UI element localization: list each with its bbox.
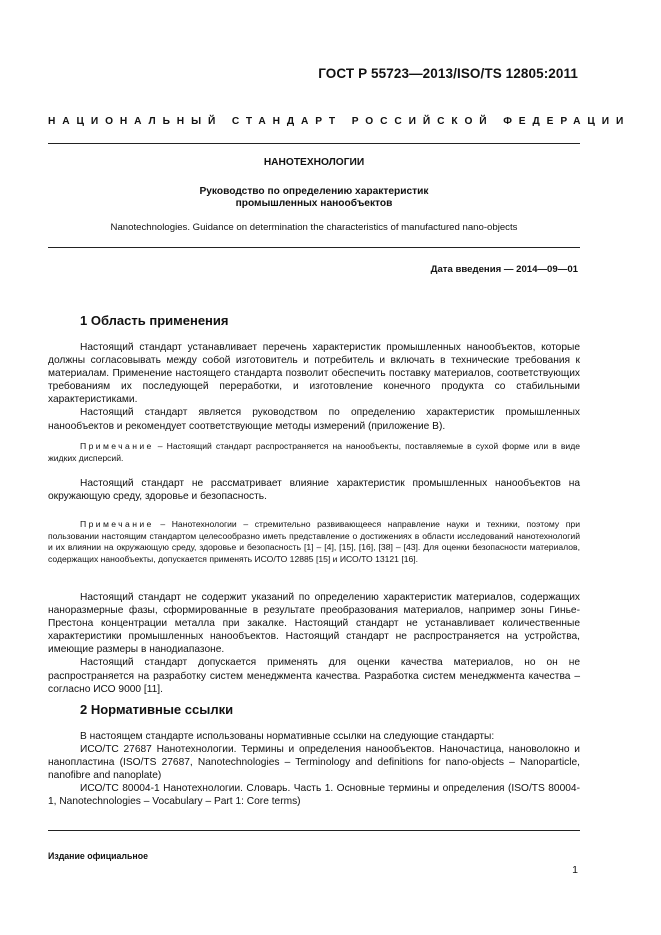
- note-label: Примечание: [80, 519, 154, 529]
- introduction-date: Дата введения — 2014—09—01: [430, 264, 578, 275]
- paragraph: Настоящий стандарт не содержит указаний по определению характеристик материалов, содержащих наноразмерные фазы, сформированные в результате преобразования материалов, например зоны Гинье-Престона концентрации металла при закалке. Настоящий стандарт не устанавливает количественные характеристики промышленных нанообъектов. Настоящий стандарт не распространяется на устройства, имеющие размеры в нанодиапазоне.: [48, 592, 580, 656]
- divider-middle: [48, 247, 580, 248]
- note-text: – Настоящий стандарт распространяется на нанообъекты, поставляемые в сухой форме или в виде жидких дисперсий.: [48, 441, 580, 463]
- section1-heading: 1 Область применения: [80, 313, 229, 328]
- section1-body-b: [48, 477, 580, 503]
- standard-designation: ГОСТ Р 55723—2013/ISO/TS 12805:2011: [318, 66, 578, 81]
- paragraph: Настоящий стандарт допускается применять для оценки качества материалов, но он не распространяется на разработку систем менеджмента качества. Разработка систем менеджмента качества – согласно ИСО 9000 [11].: [48, 657, 580, 695]
- divider-bottom: [48, 830, 580, 831]
- paragraph: ИСО/ТС 27687 Нанотехнологии. Термины и определения нанообъектов. Наночастица, нановолокно и нанопластина (ISO/TS 27687, Nanotechnologies – Terminology and definitions for nano-objects – Nanoparticle, nanofibre and nanoplate): [48, 744, 580, 782]
- title-sub-line2: промышленных нанообъектов: [235, 198, 393, 209]
- national-standard-banner: НАЦИОНАЛЬНЫЙ СТАНДАРТ РОССИЙСКОЙ ФЕДЕРАЦИИ: [48, 116, 631, 127]
- section2-body: [48, 730, 580, 809]
- title-main: НАНОТЕХНОЛОГИИ: [263, 157, 365, 168]
- paragraph: Настоящий стандарт является руководством по определению характеристик промышленных нанообъектов и рекомендует соответствующие методы измерений (приложение В).: [48, 407, 580, 432]
- section2-heading: 2 Нормативные ссылки: [80, 702, 234, 717]
- section1-body-c: [48, 591, 580, 696]
- paragraph: В настоящем стандарте использованы нормативные ссылки на следующие стандарты:: [80, 731, 495, 742]
- title-sub-line1: Руководство по определению характеристик: [199, 186, 429, 197]
- divider-top: [48, 143, 580, 144]
- paragraph: ИСО/ТС 80004-1 Нанотехнологии. Словарь. Часть 1. Основные термины и определения (ISO/TS 80004-1, Nanotechnologies – Vocabulary – Part 1: Core terms): [48, 783, 580, 808]
- title-english: Nanotechnologies. Guidance on determination the characteristics of manufactured nano-objects: [110, 222, 518, 233]
- paragraph: Настоящий стандарт устанавливает перечень характеристик промышленных нанообъектов, которые должны согласовывать между собой изготовитель и потребитель и включать в технические требования к материалам. Применение настоящего стандарта позволит обеспечить поставку материалов, соответствующих требованиям их последующей переработки, и изготовление конечного продукта со стабильными характеристиками.: [48, 342, 580, 406]
- edition-label: Издание официальное: [48, 851, 148, 861]
- paragraph: Настоящий стандарт не рассматривает влияние характеристик промышленных нанообъектов на окружающую среду, здоровье и безопасность.: [48, 478, 580, 503]
- section1-body-a: [48, 341, 580, 433]
- note-2: [48, 519, 580, 565]
- note-1: [48, 441, 580, 464]
- note-text: – Нанотехнологии – стремительно развивающееся направление науки и техники, поэтому при пользовании настоящим стандартом целесообразно иметь представление о достижениях в области исследований нанотехнологий и их влиянии на окружающую среду, здоровье и безопасность [1] – [4], [15], [16], [38] – [43]. Для оценки безопасности материалов, содержащих нанообъекты, допускается применять ИСО/ТО 12885 [15] и ИСО/ТО 13121 [16].: [48, 519, 580, 564]
- note-label: Примечание: [80, 441, 154, 451]
- page-number: 1: [572, 864, 578, 876]
